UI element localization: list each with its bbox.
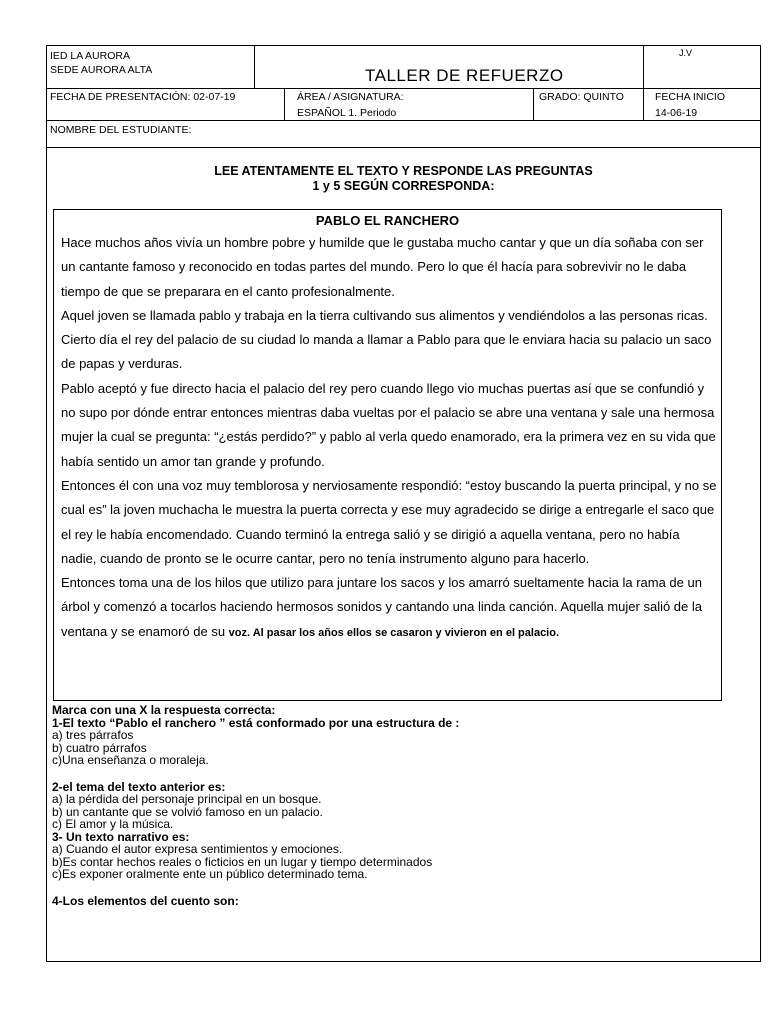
q2-option-b[interactable]: b) un cantante que se volvió famoso en un palacio. xyxy=(52,804,323,819)
question-1: 1-El texto “Pablo el ranchero ” está conformado por una estructura de : xyxy=(52,715,460,730)
story-box xyxy=(53,209,722,701)
divider xyxy=(643,88,644,120)
q2-option-a[interactable]: a) la pérdida del personaje principal en un bosque. xyxy=(52,792,322,806)
subject-value: ESPAÑOL 1. Periodo xyxy=(297,107,397,119)
story-text: Entonces toma una de los hilos que utilizo para juntare los sacos y los amarró sueltamente hacia la rama de un árbol y comenzó a tocarlos haciendo hermosos sonidos y cantando una linda canción. Aquella mujer salió de la ventana y se enamoró de su xyxy=(61,575,702,639)
question-2: 2-el tema del texto anterior es: xyxy=(52,779,226,794)
story-paragraph-last xyxy=(54,571,721,645)
grade: GRADO: QUINTO xyxy=(539,91,624,103)
questions-intro: Marca con una X la respuesta correcta: xyxy=(52,703,276,717)
question-3: 3- Un texto narrativo es: xyxy=(52,829,190,844)
subject-label: ÁREA / ASIGNATURA: xyxy=(297,91,404,103)
story-paragraph: Hace muchos años vivía un hombre pobre y humilde que le gustaba mucho cantar y que un día soñaba con ser un cantante famoso y reconocido en todas partes del mundo. Pero lo que él hacía para sobrevivir no le daba tiempo de que se preparara en el canto profesionalmente. xyxy=(61,235,704,299)
student-name-field[interactable]: NOMBRE DEL ESTUDIANTE: xyxy=(50,124,192,136)
divider xyxy=(284,88,285,120)
story-text-bold: voz. Al pasar los años ellos se casaron y vivieron en el palacio. xyxy=(228,626,560,639)
school-branch: SEDE AURORA ALTA xyxy=(50,64,153,76)
q3-option-b[interactable]: b)Es contar hechos reales o ficticios en un lugar y tiempo determinados xyxy=(52,854,433,869)
q1-option-c[interactable]: c)Una enseñanza o moraleja. xyxy=(52,753,209,767)
story-title: PABLO EL RANCHERO xyxy=(315,213,460,228)
divider xyxy=(47,120,760,121)
q2-option-c[interactable]: c) El amor y la música. xyxy=(52,817,174,831)
q3-option-a[interactable]: a) Cuando el autor expresa sentimientos y emociones. xyxy=(52,842,343,856)
story-paragraph: Entonces él con una voz muy temblorosa y nerviosamente respondió: “estoy buscando la puerta principal, y no se cual es” la joven muchacha le muestra la puerta correcta y ese muy agradecido se dirige a entregarle el saco que el rey le había encomendado. Cuando terminó la entrega salió y se dirigió a aquella ventana, pero no había nadie, cuando de pronto se le ocurre cantar, pero no tenía instrumento alguno para hacerlo. xyxy=(61,477,717,566)
divider xyxy=(47,88,760,89)
story-paragraph: Aquel joven se llamada pablo y trabaja en la tierra cultivando sus alimentos y vendiéndolos a las personas ricas. Cierto día el rey del palacio de su ciudad lo manda a llamar a Pablo para que le enviara hacia su palacio un saco de papas y verduras. xyxy=(61,307,712,372)
instruction-line1: LEE ATENTAMENTE EL TEXTO Y RESPONDE LAS PREGUNTAS xyxy=(214,164,593,178)
divider xyxy=(643,46,644,88)
start-date-value: 14-06-19 xyxy=(655,107,698,119)
questions-section xyxy=(52,704,752,907)
q3-option-c[interactable]: c)Es exponer oralmente ente un público determinado tema. xyxy=(52,867,368,881)
q1-option-a[interactable]: a) tres párrafos xyxy=(52,728,134,742)
header-table xyxy=(46,45,761,148)
start-date-label: FECHA INICIO xyxy=(655,91,726,103)
corner-mark: J.V xyxy=(679,48,693,58)
page-title: TALLER DE REFUERZO xyxy=(365,66,564,85)
school-name: IED LA AURORA xyxy=(50,50,130,62)
q1-option-b[interactable]: b) cuatro párrafos xyxy=(52,740,147,755)
divider xyxy=(254,46,255,88)
question-4: 4-Los elementos del cuento son: xyxy=(52,893,239,908)
presentation-date: FECHA DE PRESENTACIÓN: 02-07-19 xyxy=(50,91,236,103)
instruction-line2: 1 y 5 SEGÚN CORRESPONDA: xyxy=(312,179,495,193)
divider xyxy=(533,88,534,120)
story-paragraph: Pablo aceptó y fue directo hacia el palacio del rey pero cuando llego vio muchas puertas así que se confundió y no supo por dónde entrar entonces mientras daba vueltas por el palacio se abre una ventana y sale una hermosa mujer la cual se pregunta: “¿estás perdido?” y pablo al verla quedo enamorado, era la primera vez en su vida que había sentido un amor tan grande y profundo. xyxy=(61,380,716,469)
